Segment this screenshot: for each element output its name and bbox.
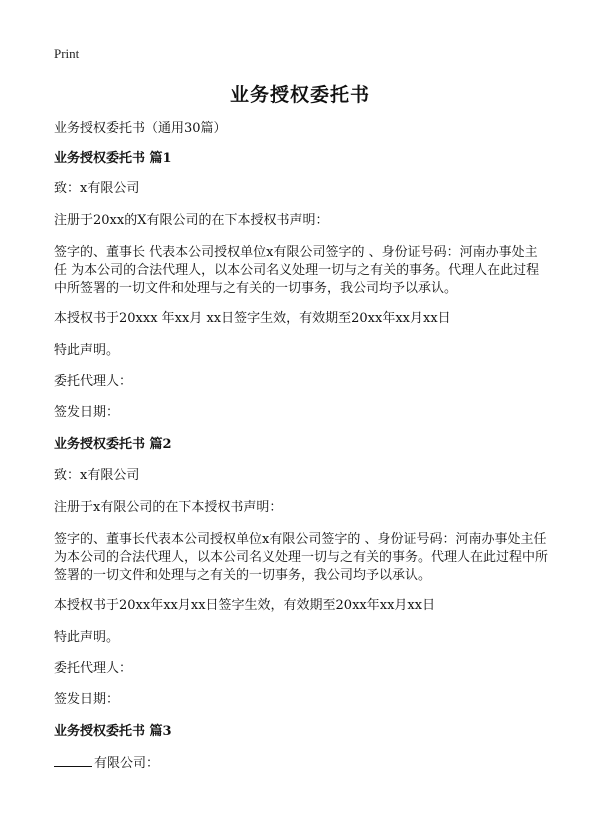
section-2-date: 签发日期： [54, 692, 120, 707]
section-2-intro: 注册于x有限公司的在下本授权书声明： [54, 500, 283, 515]
section-2-recipient: 致：x有限公司 [54, 468, 140, 483]
section-1-agent: 委托代理人： [54, 374, 133, 389]
section-2-heading: 业务授权委托书 篇2 [54, 437, 172, 452]
document-title: 业务授权委托书 [229, 84, 370, 106]
fill-in-blank [54, 754, 92, 767]
section-1-validity: 本授权书于20xxx 年xx月 xx日签字生效，有效期至20xx年xx月xx日 [54, 311, 451, 326]
section-2-declaration: 特此声明。 [54, 630, 120, 645]
section-3-heading: 业务授权委托书 篇3 [54, 724, 172, 739]
section-1-recipient: 致：x有限公司 [54, 181, 140, 196]
section-3-company-line [54, 754, 159, 773]
section-1-intro: 注册于20xx的X有限公司的在下本授权书声明： [54, 213, 329, 228]
section-3-company: 有限公司： [94, 756, 160, 771]
section-2-validity: 本授权书于20xx年xx月xx日签字生效，有效期至20xx年xx月xx日 [54, 598, 436, 613]
section-2-agent: 委托代理人： [54, 661, 133, 676]
section-1-body: 签字的、董事长 代表本公司授权单位x有限公司签字的 、身份证号码：河南办事处主任 为本公司的合法代理人，以本公司名义处理一切与之有关的事务。代理人在此过程中所签署的一切文件和处理与之有关的一切事务，我公司均予以承认。 [54, 245, 540, 296]
print-link[interactable]: Print [54, 46, 80, 61]
section-2-body: 签字的、董事长代表本公司授权单位x有限公司签字的 、身份证号码：河南办事处主任为本公司的合法代理人，以本公司名义处理一切与之有关的事务。代理人在此过程中所签署的一切文件和处理与之有关的一切事务，我公司均予以承认。 [54, 532, 549, 583]
document-subtitle: 业务授权委托书（通用30篇） [54, 121, 227, 136]
section-1-heading: 业务授权委托书 篇1 [54, 151, 172, 166]
section-1-declaration: 特此声明。 [54, 343, 120, 358]
section-1-date: 签发日期： [54, 405, 120, 420]
